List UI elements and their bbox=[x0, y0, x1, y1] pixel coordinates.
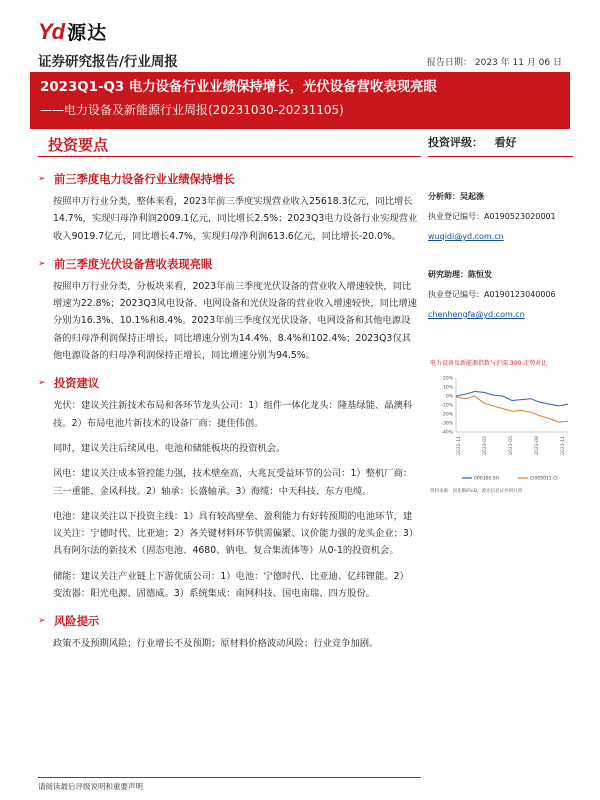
y-tick-label: -30% bbox=[441, 421, 453, 427]
x-tick-label: 2023-05 bbox=[509, 436, 514, 455]
report-date bbox=[427, 55, 562, 68]
section-paragraph: 政策不及预期风险；行业增长不及预期；原材料价格波动风险；行业竞争加剧。 bbox=[53, 638, 379, 650]
document-type: 证券研究报告/行业周报 bbox=[38, 54, 178, 70]
chart-title: 电力设备及新能源指数与沪深 300 走势对比 bbox=[430, 360, 548, 367]
license-number: A0190123040006 bbox=[484, 290, 556, 299]
series-line-2 bbox=[456, 396, 568, 422]
logo-text: 源达 bbox=[67, 22, 108, 44]
assistant-email-link[interactable]: chenhengfa@yd.com.cn bbox=[428, 310, 525, 319]
section-title bbox=[38, 610, 418, 632]
section-title bbox=[38, 372, 418, 394]
legend-label-1: 000300.SH bbox=[474, 476, 499, 482]
y-tick-label: 20% bbox=[442, 376, 453, 382]
arrow-bullet-icon: ➢ bbox=[38, 378, 46, 389]
rating-divider bbox=[428, 156, 573, 157]
section-paragraph: 储能：建议关注产业链上下游优质公司：1）电池：宁德时代、比亚迪、亿纬锂能。2）变流器：阳光电源、固德威。3）系统集成：南网科技、国电南瑞、四方股份。 bbox=[53, 570, 409, 600]
section-paragraph: 电池：建议关注以下投资主线：1）具有较高壁垒、盈利能力有好转预期的电池环节，建议关注：宁德时代、比亚迪；2）各关键材料环节供需偏紧、议价能力强的龙头企业；3）具有阿尔法的新技术（固态电池、4680、钠电、复合集流体等）从0-1的投资机会。 bbox=[53, 510, 414, 557]
y-tick-label: -10% bbox=[441, 403, 453, 409]
analyst-email-link[interactable]: wuqidi@yd.com.cn bbox=[428, 232, 504, 241]
section-title-text: 前三季度光伏设备营收表现亮眼 bbox=[54, 257, 213, 271]
assistant-name: 陈恒发 bbox=[468, 270, 492, 279]
license-label: 执业登记编号： bbox=[428, 290, 484, 299]
license-number: A0190523020001 bbox=[484, 212, 556, 221]
index-comparison-chart bbox=[430, 358, 575, 498]
license-label: 执业登记编号： bbox=[428, 212, 484, 221]
report-title: 2023Q1-Q3 电力设备行业业绩保持增长，光伏设备营收表现亮眼 bbox=[40, 80, 437, 95]
footer-disclaimer: 请阅读最后评级说明和重要声明 bbox=[38, 782, 143, 791]
section-title bbox=[38, 168, 418, 190]
company-logo bbox=[38, 18, 107, 45]
title-banner bbox=[30, 72, 570, 129]
footer-divider bbox=[38, 777, 421, 778]
chart-canvas bbox=[430, 370, 575, 486]
y-tick-label: -20% bbox=[441, 412, 453, 418]
report-date-label: 报告日期： bbox=[426, 58, 472, 68]
report-subtitle: ——电力设备及新能源行业周报(20231030-20231105) bbox=[40, 103, 344, 117]
report-date-value: 2023 年 11 月 06 日 bbox=[474, 58, 562, 68]
main-content bbox=[38, 168, 418, 661]
arrow-bullet-icon: ➢ bbox=[38, 616, 46, 627]
key-points-header: 投资要点 bbox=[48, 136, 109, 154]
section-paragraph: 光伏：建议关注新技术布局和各环节龙头公司：1）组件一体化龙头：隆基绿能、晶澳科技。2）布局电池片新技术的设备厂商：捷佳伟创。 bbox=[53, 400, 413, 429]
section-title-text: 投资建议 bbox=[54, 377, 100, 391]
section-paragraph: 风电：建议关注成本管控能力强，技术壁垒高，大兆瓦受益环节的公司：1）整机厂商：三一重能、金风科技。2）轴承：长盛轴承。3）海缆：中天科技、东方电缆。 bbox=[53, 468, 413, 497]
y-tick-label: 0% bbox=[445, 394, 453, 400]
legend-label-2: CI005011.CI bbox=[530, 476, 558, 482]
rating-value: 看好 bbox=[494, 136, 517, 149]
header-divider bbox=[38, 156, 421, 157]
section-paragraph: 同时，建议关注后续风电、电池和储能板块的投资机会。 bbox=[53, 442, 286, 454]
analyst-role: 分析师： bbox=[428, 192, 460, 201]
chart-source: 资料来源：同花顺iFinD，源达信息证券研究所 bbox=[430, 489, 523, 494]
assistant-role: 研究助理： bbox=[428, 270, 468, 279]
x-tick-label: 2022-11 bbox=[457, 436, 462, 455]
section-title-text: 前三季度电力设备行业业绩保持增长 bbox=[54, 173, 235, 186]
section-title-text: 风险提示 bbox=[54, 615, 100, 629]
logo-mark: Yd bbox=[38, 18, 65, 44]
rating-label: 投资评级： bbox=[428, 136, 483, 149]
investment-rating bbox=[428, 134, 576, 150]
section-title bbox=[38, 253, 418, 275]
y-tick-label: -40% bbox=[441, 430, 453, 436]
analyst-name: 吴起涤 bbox=[460, 192, 484, 201]
x-tick-label: 2023-08 bbox=[535, 436, 540, 455]
section-paragraph: 按照申万行业分类，分板块来看，2023年前三季度光伏设备的营业收入增速较快，同比增速为22.8%；2023Q3风电设备、电网设备和光伏设备的营业收入增速较快，同比增速分别为16.3%、10.1%和8.4%。2023年前三季度仅光伏设备、电网设备和其他电源设备的归母净利润保持正增长，同比增速分别为14.4%、8.4%和102.4%；2023Q3仅其他电源设备的归母净利润保持正增长，同比增速分别为94.5%。 bbox=[53, 280, 417, 362]
analyst-block bbox=[428, 187, 576, 247]
section-paragraph: 按照申万行业分类，整体来看，2023年前三季度实现营业收入25618.3亿元，同比增长14.7%，实现归母净利润2009.1亿元，同比增长2.5%；2023Q3电力设备行业实现营业收入9019.7亿元，同比增长4.7%，实现归母净利润613.6亿元，同比增长-20.0%。 bbox=[53, 196, 418, 242]
series-line-1 bbox=[456, 392, 568, 406]
sidebar bbox=[428, 134, 576, 325]
assistant-block bbox=[428, 265, 576, 325]
y-tick-label: 10% bbox=[442, 385, 453, 391]
x-tick-label: 2023-02 bbox=[483, 436, 488, 455]
arrow-bullet-icon: ➢ bbox=[38, 258, 46, 269]
x-tick-label: 2023-11 bbox=[561, 436, 566, 455]
arrow-bullet-icon: ➢ bbox=[38, 174, 46, 184]
